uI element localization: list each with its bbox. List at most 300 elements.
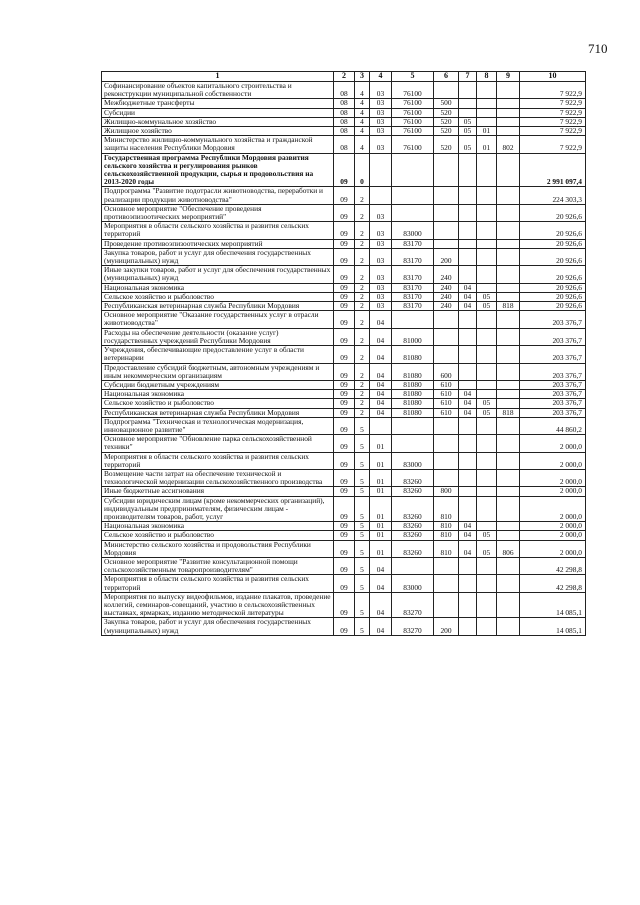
- table-row: [102, 117, 586, 126]
- row-code-cell: 04: [459, 399, 477, 408]
- row-code-cell: [459, 417, 477, 434]
- row-code-cell: [459, 487, 477, 496]
- table-row: [102, 302, 586, 311]
- row-code-cell: [497, 204, 520, 221]
- row-code-cell: 76100: [392, 108, 434, 117]
- row-code-cell: 520: [434, 136, 459, 153]
- row-amount-cell: 7 922,9: [520, 99, 586, 108]
- row-code-cell: [392, 153, 434, 187]
- row-code-cell: [459, 346, 477, 363]
- row-name-cell: Республиканская ветеринарная служба Республики Мордовия: [102, 408, 334, 417]
- row-code-cell: [497, 390, 520, 399]
- row-name-cell: Возмещение части затрат на обеспечение технической и технологической модернизации сельскохозяйственного производства: [102, 469, 334, 486]
- table-row: [102, 292, 586, 301]
- row-code-cell: 83260: [392, 540, 434, 557]
- row-code-cell: 09: [334, 435, 355, 452]
- row-code-cell: 08: [334, 117, 355, 126]
- row-name-cell: Национальная экономика: [102, 390, 334, 399]
- row-code-cell: 81080: [392, 408, 434, 417]
- row-code-cell: [370, 153, 392, 187]
- row-code-cell: [392, 204, 434, 221]
- row-code-cell: [497, 399, 520, 408]
- row-code-cell: 09: [334, 496, 355, 522]
- row-code-cell: [459, 452, 477, 469]
- row-code-cell: 03: [370, 302, 392, 311]
- row-name-cell: Межбюджетные трансферты: [102, 99, 334, 108]
- table-row: [102, 283, 586, 292]
- row-code-cell: 5: [355, 435, 370, 452]
- row-amount-cell: 7 922,9: [520, 117, 586, 126]
- row-amount-cell: 7 922,9: [520, 127, 586, 136]
- row-code-cell: 810: [434, 496, 459, 522]
- table-row: [102, 82, 586, 99]
- row-code-cell: [459, 592, 477, 618]
- row-amount-cell: 203 376,7: [520, 380, 586, 389]
- table-row: [102, 187, 586, 204]
- table-row: [102, 346, 586, 363]
- row-code-cell: 4: [355, 117, 370, 126]
- row-code-cell: 04: [370, 408, 392, 417]
- row-code-cell: [477, 452, 497, 469]
- row-code-cell: 810: [434, 531, 459, 540]
- row-code-cell: 76100: [392, 82, 434, 99]
- row-code-cell: 4: [355, 108, 370, 117]
- row-code-cell: 01: [370, 452, 392, 469]
- row-code-cell: 610: [434, 380, 459, 389]
- row-code-cell: [459, 204, 477, 221]
- table-row: [102, 380, 586, 389]
- row-code-cell: [497, 557, 520, 574]
- row-code-cell: [477, 380, 497, 389]
- row-code-cell: 09: [334, 618, 355, 635]
- row-code-cell: 5: [355, 487, 370, 496]
- row-amount-cell: 203 376,7: [520, 311, 586, 328]
- row-name-cell: Субсидии юридическим лицам (кроме некоммерческих организаций), индивидуальным предпринимателям, физическим лицам - производителям товаров, работ, услуг: [102, 496, 334, 522]
- row-code-cell: [497, 153, 520, 187]
- row-name-cell: Сельское хозяйство и рыболовство: [102, 399, 334, 408]
- row-code-cell: 76100: [392, 99, 434, 108]
- row-code-cell: 03: [370, 222, 392, 239]
- row-code-cell: 2: [355, 328, 370, 345]
- row-code-cell: 04: [370, 618, 392, 635]
- row-code-cell: 83260: [392, 496, 434, 522]
- row-amount-cell: 20 926,6: [520, 222, 586, 239]
- table-row: [102, 592, 586, 618]
- row-code-cell: 01: [370, 435, 392, 452]
- row-code-cell: 09: [334, 469, 355, 486]
- row-code-cell: 03: [370, 117, 392, 126]
- row-code-cell: [459, 266, 477, 283]
- row-code-cell: 04: [459, 283, 477, 292]
- row-code-cell: 03: [370, 99, 392, 108]
- row-name-cell: Подпрограмма "Техническая и технологическая модернизация, инновационное развитие": [102, 417, 334, 434]
- row-code-cell: 520: [434, 117, 459, 126]
- row-code-cell: [477, 204, 497, 221]
- row-code-cell: [497, 266, 520, 283]
- row-code-cell: [459, 222, 477, 239]
- row-code-cell: 81080: [392, 346, 434, 363]
- row-amount-cell: 20 926,6: [520, 283, 586, 292]
- row-amount-cell: 14 085,1: [520, 618, 586, 635]
- row-code-cell: 2: [355, 283, 370, 292]
- row-code-cell: 08: [334, 127, 355, 136]
- row-code-cell: 76100: [392, 127, 434, 136]
- row-code-cell: 01: [477, 127, 497, 136]
- row-code-cell: 09: [334, 557, 355, 574]
- row-amount-cell: 203 376,7: [520, 328, 586, 345]
- row-code-cell: [459, 248, 477, 265]
- row-name-cell: Жилищно-коммунальное хозяйство: [102, 117, 334, 126]
- row-code-cell: 08: [334, 136, 355, 153]
- row-code-cell: [477, 618, 497, 635]
- row-code-cell: 5: [355, 592, 370, 618]
- row-code-cell: [434, 469, 459, 486]
- row-code-cell: 03: [370, 283, 392, 292]
- row-code-cell: [477, 99, 497, 108]
- row-name-cell: Мероприятия по выпуску видеофильмов, издание плакатов, проведение коллегий, семинаров-совещаний, участию в сельскохозяйственных выставках, ярмарках, изданию методической литературы: [102, 592, 334, 618]
- budget-table: [101, 71, 586, 636]
- row-code-cell: [477, 266, 497, 283]
- row-code-cell: 500: [434, 99, 459, 108]
- row-code-cell: [392, 435, 434, 452]
- table-row: [102, 417, 586, 434]
- row-code-cell: [477, 239, 497, 248]
- row-code-cell: [434, 575, 459, 592]
- row-code-cell: 810: [434, 540, 459, 557]
- row-code-cell: 5: [355, 417, 370, 434]
- row-name-cell: Субсидии: [102, 108, 334, 117]
- table-row: [102, 204, 586, 221]
- row-code-cell: 83000: [392, 452, 434, 469]
- row-code-cell: [497, 222, 520, 239]
- row-code-cell: 2: [355, 292, 370, 301]
- row-code-cell: 03: [370, 266, 392, 283]
- row-code-cell: 09: [334, 302, 355, 311]
- row-code-cell: 04: [370, 346, 392, 363]
- row-code-cell: 2: [355, 390, 370, 399]
- row-name-cell: Сельское хозяйство и рыболовство: [102, 292, 334, 301]
- row-code-cell: [477, 153, 497, 187]
- header-cell: 10: [520, 72, 586, 82]
- row-amount-cell: 20 926,6: [520, 266, 586, 283]
- row-code-cell: 03: [370, 248, 392, 265]
- row-code-cell: 5: [355, 618, 370, 635]
- row-amount-cell: 20 926,6: [520, 292, 586, 301]
- row-code-cell: 5: [355, 540, 370, 557]
- header-cell: 6: [434, 72, 459, 82]
- row-code-cell: [477, 557, 497, 574]
- row-code-cell: 05: [459, 127, 477, 136]
- row-amount-cell: 2 000,0: [520, 452, 586, 469]
- row-code-cell: 5: [355, 522, 370, 531]
- table-row: [102, 153, 586, 187]
- row-code-cell: 83170: [392, 266, 434, 283]
- row-code-cell: 83170: [392, 302, 434, 311]
- row-code-cell: 806: [497, 540, 520, 557]
- row-code-cell: 04: [459, 540, 477, 557]
- table-row: [102, 531, 586, 540]
- row-name-cell: Республиканская ветеринарная служба Республики Мордовия: [102, 302, 334, 311]
- row-name-cell: Предоставление субсидий бюджетным, автономным учреждениям и иным некоммерческим организациям: [102, 363, 334, 380]
- row-code-cell: 09: [334, 239, 355, 248]
- row-code-cell: 05: [459, 117, 477, 126]
- row-code-cell: 2: [355, 399, 370, 408]
- row-code-cell: 81000: [392, 328, 434, 345]
- row-name-cell: Министерство жилищно-коммунального хозяйства и гражданской защиты населения Республики Мордовия: [102, 136, 334, 153]
- row-code-cell: [434, 311, 459, 328]
- row-code-cell: 05: [477, 292, 497, 301]
- row-amount-cell: 2 000,0: [520, 531, 586, 540]
- row-code-cell: [459, 435, 477, 452]
- row-name-cell: Проведение противоэпизоотических мероприятий: [102, 239, 334, 248]
- row-code-cell: 83270: [392, 592, 434, 618]
- row-amount-cell: 203 376,7: [520, 399, 586, 408]
- row-code-cell: 600: [434, 363, 459, 380]
- row-code-cell: 09: [334, 522, 355, 531]
- row-code-cell: [434, 557, 459, 574]
- row-code-cell: 83260: [392, 522, 434, 531]
- row-amount-cell: 42 298,8: [520, 575, 586, 592]
- row-code-cell: [459, 108, 477, 117]
- row-name-cell: Подпрограмма "Развитие подотрасли животноводства, переработки и реализации продукции животноводства": [102, 187, 334, 204]
- row-code-cell: 800: [434, 487, 459, 496]
- row-amount-cell: 20 926,6: [520, 239, 586, 248]
- row-code-cell: [434, 592, 459, 618]
- table-row: [102, 575, 586, 592]
- row-code-cell: [434, 153, 459, 187]
- row-code-cell: 802: [497, 136, 520, 153]
- table-row: [102, 363, 586, 380]
- row-code-cell: [459, 99, 477, 108]
- row-code-cell: [497, 311, 520, 328]
- row-name-cell: Мероприятия в области сельского хозяйства и развития сельских территорий: [102, 452, 334, 469]
- row-code-cell: [497, 592, 520, 618]
- row-code-cell: [459, 496, 477, 522]
- row-code-cell: 240: [434, 292, 459, 301]
- row-code-cell: [477, 248, 497, 265]
- row-code-cell: [497, 417, 520, 434]
- row-code-cell: 610: [434, 399, 459, 408]
- table-row: [102, 452, 586, 469]
- row-code-cell: [459, 328, 477, 345]
- row-code-cell: [434, 239, 459, 248]
- row-name-cell: Иные бюджетные ассигнования: [102, 487, 334, 496]
- row-code-cell: 09: [334, 592, 355, 618]
- row-amount-cell: 20 926,6: [520, 248, 586, 265]
- row-amount-cell: 7 922,9: [520, 82, 586, 99]
- row-code-cell: 04: [459, 408, 477, 417]
- row-code-cell: [497, 380, 520, 389]
- table-row: [102, 435, 586, 452]
- table-row: [102, 99, 586, 108]
- row-code-cell: 04: [370, 311, 392, 328]
- row-code-cell: [497, 363, 520, 380]
- row-code-cell: [497, 117, 520, 126]
- row-code-cell: 2: [355, 266, 370, 283]
- row-code-cell: [477, 363, 497, 380]
- row-code-cell: 04: [459, 292, 477, 301]
- row-code-cell: 5: [355, 557, 370, 574]
- row-code-cell: 520: [434, 127, 459, 136]
- row-code-cell: 5: [355, 452, 370, 469]
- row-name-cell: Сельское хозяйство и рыболовство: [102, 531, 334, 540]
- row-code-cell: [434, 187, 459, 204]
- row-code-cell: 01: [477, 136, 497, 153]
- row-amount-cell: 44 860,2: [520, 417, 586, 434]
- header-cell: 8: [477, 72, 497, 82]
- row-name-cell: Мероприятия в области сельского хозяйства и развития сельских территорий: [102, 222, 334, 239]
- table-row: [102, 487, 586, 496]
- row-amount-cell: 224 303,3: [520, 187, 586, 204]
- row-amount-cell: 203 376,7: [520, 390, 586, 399]
- row-code-cell: [434, 417, 459, 434]
- row-code-cell: 09: [334, 204, 355, 221]
- row-code-cell: [370, 187, 392, 204]
- row-code-cell: 09: [334, 346, 355, 363]
- row-code-cell: 83000: [392, 575, 434, 592]
- row-code-cell: [459, 239, 477, 248]
- row-code-cell: [392, 417, 434, 434]
- row-code-cell: 05: [477, 408, 497, 417]
- row-name-cell: Основное мероприятие "Развитие консультационной помощи сельскохозяйственным товаропроизводителям": [102, 557, 334, 574]
- row-code-cell: 09: [334, 187, 355, 204]
- row-code-cell: 200: [434, 248, 459, 265]
- row-code-cell: [497, 452, 520, 469]
- row-code-cell: 09: [334, 266, 355, 283]
- row-code-cell: [477, 575, 497, 592]
- row-code-cell: 4: [355, 82, 370, 99]
- row-name-cell: Закупка товаров, работ и услуг для обеспечения государственных (муниципальных) нужд: [102, 618, 334, 635]
- row-code-cell: 04: [459, 390, 477, 399]
- row-name-cell: Софинансирование объектов капитального строительства и реконструкции муниципальной собственности: [102, 82, 334, 99]
- row-code-cell: 04: [370, 575, 392, 592]
- row-code-cell: 200: [434, 618, 459, 635]
- row-code-cell: 4: [355, 99, 370, 108]
- row-code-cell: 04: [459, 302, 477, 311]
- row-code-cell: 01: [370, 469, 392, 486]
- row-code-cell: 240: [434, 283, 459, 292]
- row-name-cell: Основное мероприятие "Обеспечение проведения противоэпизоотических мероприятий": [102, 204, 334, 221]
- row-code-cell: 05: [477, 540, 497, 557]
- row-code-cell: [477, 487, 497, 496]
- row-amount-cell: 7 922,9: [520, 108, 586, 117]
- row-code-cell: [459, 187, 477, 204]
- row-code-cell: 810: [434, 522, 459, 531]
- row-amount-cell: 203 376,7: [520, 408, 586, 417]
- table-row: [102, 522, 586, 531]
- row-code-cell: [477, 222, 497, 239]
- header-cell: 1: [102, 72, 334, 82]
- row-code-cell: 03: [370, 108, 392, 117]
- table-row: [102, 469, 586, 486]
- row-amount-cell: 203 376,7: [520, 363, 586, 380]
- row-code-cell: 2: [355, 363, 370, 380]
- row-amount-cell: 20 926,6: [520, 204, 586, 221]
- row-code-cell: 2: [355, 248, 370, 265]
- row-code-cell: [497, 82, 520, 99]
- row-code-cell: 83270: [392, 618, 434, 635]
- row-code-cell: [392, 557, 434, 574]
- row-name-cell: Жилищное хозяйство: [102, 127, 334, 136]
- row-code-cell: 05: [477, 531, 497, 540]
- row-code-cell: 09: [334, 399, 355, 408]
- row-code-cell: [459, 575, 477, 592]
- header-cell: 9: [497, 72, 520, 82]
- row-code-cell: 01: [370, 522, 392, 531]
- row-code-cell: [497, 469, 520, 486]
- row-code-cell: [459, 82, 477, 99]
- row-code-cell: [477, 417, 497, 434]
- row-code-cell: 76100: [392, 136, 434, 153]
- row-code-cell: 04: [459, 522, 477, 531]
- row-code-cell: 83260: [392, 531, 434, 540]
- row-code-cell: 2: [355, 187, 370, 204]
- row-code-cell: [477, 496, 497, 522]
- table-row: [102, 222, 586, 239]
- row-code-cell: 2: [355, 346, 370, 363]
- row-amount-cell: 2 000,0: [520, 540, 586, 557]
- row-code-cell: 09: [334, 390, 355, 399]
- row-amount-cell: 20 926,6: [520, 302, 586, 311]
- row-code-cell: 610: [434, 408, 459, 417]
- row-code-cell: [434, 204, 459, 221]
- row-code-cell: 2: [355, 302, 370, 311]
- row-code-cell: 09: [334, 380, 355, 389]
- row-code-cell: 04: [370, 380, 392, 389]
- row-code-cell: 05: [477, 399, 497, 408]
- header-cell: 5: [392, 72, 434, 82]
- row-code-cell: 01: [370, 531, 392, 540]
- table-row: [102, 390, 586, 399]
- header-cell: 2: [334, 72, 355, 82]
- table-header-row: [102, 72, 586, 82]
- row-name-cell: Государственная программа Республики Мордовия развития сельского хозяйства и регулирования рынков сельскохозяйственной продукции, сырья и продовольствия на 2013-2020 годы: [102, 153, 334, 187]
- row-amount-cell: 2 000,0: [520, 496, 586, 522]
- row-code-cell: [434, 452, 459, 469]
- row-code-cell: [497, 127, 520, 136]
- row-code-cell: [459, 618, 477, 635]
- table-row: [102, 127, 586, 136]
- row-code-cell: 2: [355, 311, 370, 328]
- row-code-cell: [497, 239, 520, 248]
- row-code-cell: 76100: [392, 117, 434, 126]
- row-code-cell: 5: [355, 575, 370, 592]
- row-name-cell: Основное мероприятие "Обновление парка сельскохозяйственной техники": [102, 435, 334, 452]
- row-code-cell: 4: [355, 136, 370, 153]
- page-number: 710: [588, 41, 608, 56]
- row-code-cell: 818: [497, 302, 520, 311]
- row-code-cell: [497, 328, 520, 345]
- row-code-cell: 03: [370, 204, 392, 221]
- row-code-cell: 09: [334, 575, 355, 592]
- row-code-cell: 4: [355, 127, 370, 136]
- row-code-cell: 81080: [392, 390, 434, 399]
- row-code-cell: 09: [334, 153, 355, 187]
- row-code-cell: 03: [370, 127, 392, 136]
- row-code-cell: 818: [497, 408, 520, 417]
- table-row: [102, 239, 586, 248]
- row-code-cell: 09: [334, 487, 355, 496]
- row-code-cell: 610: [434, 390, 459, 399]
- row-amount-cell: 2 991 097,4: [520, 153, 586, 187]
- row-code-cell: [477, 346, 497, 363]
- row-code-cell: 09: [334, 248, 355, 265]
- row-name-cell: Учреждения, обеспечивающие предоставление услуг в области ветеринарии: [102, 346, 334, 363]
- row-code-cell: 08: [334, 99, 355, 108]
- row-code-cell: 08: [334, 108, 355, 117]
- row-amount-cell: 42 298,8: [520, 557, 586, 574]
- table-row: [102, 328, 586, 345]
